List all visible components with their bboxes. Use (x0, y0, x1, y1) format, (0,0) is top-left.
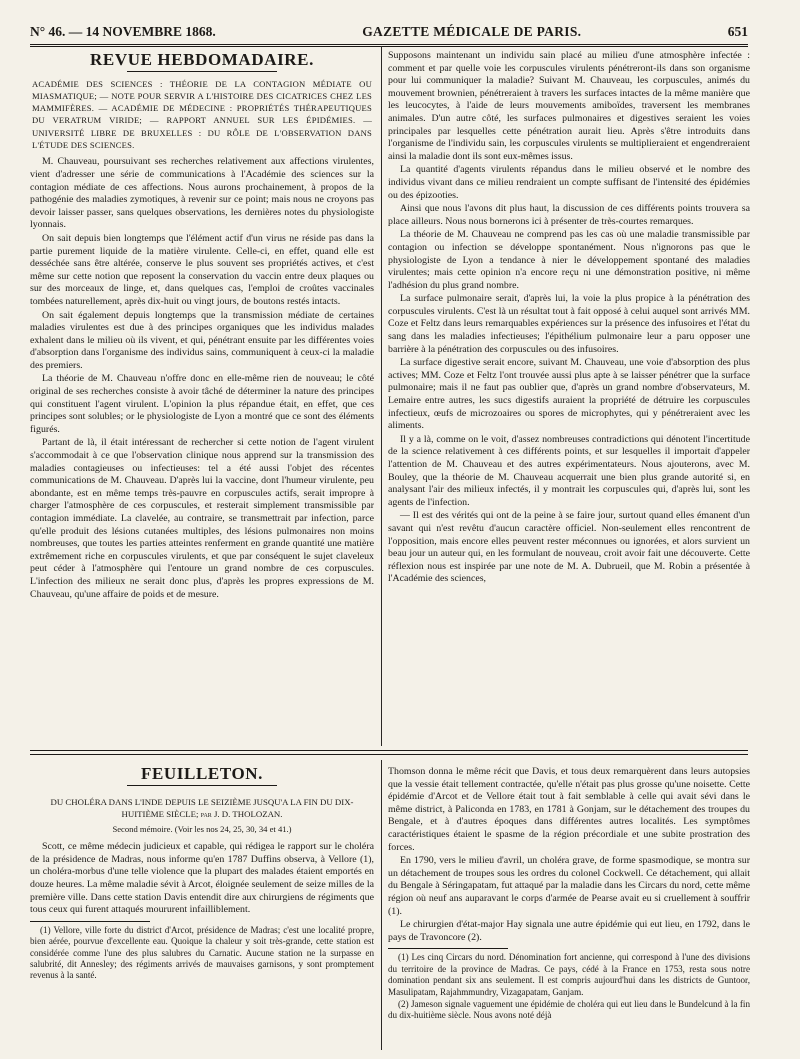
revue-paragraph: M. Chauveau, poursuivant ses recherches relativement aux affections virulentes, vient d'adresser une série de communications à l'Académie des sciences sur la contagion médiate de ces affections. Nous aurons prochainement, à propos de la pathogénie des maladies zymotiques, à revenir sur ce point; mais nous ne croyons pas devoir laisser passer, sans quelques observations, les dernières notes du physiologiste lyonnais. (30, 156, 374, 231)
issue-date: N° 46. — 14 NOVEMBRE 1868. (30, 24, 216, 39)
feuilleton-column-left (30, 764, 374, 1054)
feuilleton-column-right (388, 766, 750, 1056)
column-divider-bottom (381, 760, 382, 1050)
revue-paragraph: Ainsi que nous l'avons dit plus haut, la discussion de ces différents points trouvera sa place ailleurs. Nous nous bornerons ici à présenter de très-courtes remarques. (388, 203, 750, 227)
title-underline (127, 785, 277, 786)
revue-paragraph: La théorie de M. Chauveau ne comprend pas les cas où une maladie transmissible par contagion ou infection se développe spontanément. Nous n'ignorons pas que le physiologiste de Lyon a tendance à nier le développement spontané des maladies virulentes; mais cette opinion n'a encore reçu ni une démonstration positive, ni même l'adhésion du plus grand nombre. (388, 229, 750, 291)
revue-paragraph: La quantité d'agents virulents répandus dans le milieu observé et le nombre des individus vivant dans ce milieu rendraient un compte suffisant de l'intensité des épidémies ou des épizooties. (388, 164, 750, 201)
feuilleton-separator (30, 750, 748, 755)
footnote: (2) Jameson signale vaguement une épidémie de choléra qui eut lieu dans le Bundelcund à la fin du dix-huitième siècle. Nous avons noté déjà (388, 998, 750, 1021)
footnote: (1) Les cinq Circars du nord. Dénomination fort ancienne, qui correspond à l'une des divisions du territoire de la province de Madras. Ce pays, cédé à la France en 1753, resta sous notre domination pendant six ans seulement. Il est compris aujourd'hui dans les districts de Guntoor, Masulipatam, Rajahmmundry, Vizagapatam, Ganjam. (388, 952, 750, 997)
page-number: 651 (727, 24, 748, 39)
revue-paragraph: On sait depuis bien longtemps que l'élément actif d'un virus ne réside pas dans la partie purement liquide de la matière virulente. Celle-ci, en effet, quand elle est desséchée sans être altérée, conserve le plus souvent ses propriétés actives, et c'est même sur cette notion que reposent la conservation du vaccin entre deux plaques ou sur des morceaux de linge, et, dans quelques cas, l'emploi de croûtes vaccinales tombées naturellement, après dix-huit ou vingt jours, de boutons restés intacts. (30, 232, 374, 307)
footnotes-right (388, 952, 750, 1021)
revue-paragraph: La surface pulmonaire serait, d'après lui, la voie la plus propice à la pénétration des corpuscules virulents. C'est là un résultat tout à fait opposé à celui auquel sont arrivés MM. Coze et Feltz dans leurs remarquables expériences sur la présence des infusoires et l'état du sang dans les maladies infectieuses; l'épithélium pulmonaire leur a paru opposer une barrière à la pénétration des corpuscules ou des infusoires. (388, 293, 750, 355)
feuilleton-paragraph: Scott, ce même médecin judicieux et capable, qui rédigea le rapport sur le choléra de la présidence de Madras, nous informe qu'en 1787 Duffins observa, à Vellore (1), un choléra-morbus d'une telle violence que la plupart des malades étaient emportés en douze heures. La même maladie sévit à Arcot, éloignée seulement de seize milles de la première ville. Dans cette station Davis entendit dire aux chirurgiens de régiments que tous ceux qui furent attaqués moururent infailliblement. (30, 841, 374, 916)
revue-paragraph: Il y a là, comme on le voit, d'assez nombreuses contradictions qui dénotent l'incertitude de la science relativement à ces différents points, et sur lesquelles il importait d'appeler l'attention de M. Chauveau et des autres expérimentateurs. Nous ajouterons, avec M. Bouley, que la théorie de M. Chauveau acquerrait une bien plus grande autorité si, en analysant l'air des milieux infectés, il y montrait les corpuscules qui, d'après lui, sont les agents de l'infection. (388, 433, 750, 508)
revue-column-left (30, 50, 374, 742)
revue-paragraph: Partant de là, il était intéressant de rechercher si cette notion de l'agent virulent s'accommodait à ce que l'observation clinique nous apprend sur la transmission des maladies contagieuses ou infectieuses: tel a été aussi l'objet des récentes communications de M. Chauveau. D'après lui la vaccine, dont l'humeur virulente, peu abondante, est en même temps très-pauvre en corpuscules actifs, serait impropre à charger l'atmosphère de ces corpuscules, et resterait simplement transmissible par contagion immédiate. La clavelée, au contraire, se transmettrait par infection, parce qu'elle produit des lésions cutanées multiples, des lésions pulmonaires non moins nombreuses, que toutes les parties atteintes renferment en grande quantité une matière extrêmement riche en corpuscules virulents, et que par conséquent le sujet claveleux peut céder à l'atmosphère qui l'entoure un grand nombre de ces corpuscules. L'infection des milieux ne serait donc plus, d'après les propres expressions de M. Chauveau, qu'une affaire de poids et de mesure. (30, 437, 374, 600)
footnote: (1) Vellore, ville forte du district d'Arcot, présidence de Madras; c'est une localité propre, bien aérée, pourvue d'excellente eau. Quoique la chaleur y soit très-grande, cette station est considérée comme l'une des plus salubres du Carnatic. Aucune station ne la surpasse en salubrité, dit Annesley; des régiments arrivés de mauvaises garnisons, y sont promptement revenus à la santé. (30, 924, 374, 981)
page-header (30, 14, 748, 47)
article-title: DU CHOLÉRA DANS L'INDE DEPUIS LE SEIZIÈME JUSQU'A LA FIN DU DIX-HUITIÈME SIÈCLE; par J. D. THOLOZAN. (50, 796, 354, 819)
feuilleton-paragraph: Thomson donna le même récit que Davis, et tous deux remarquèrent dans leurs autopsies que la vessie était tellement contractée, qu'elle n'était pas plus grosse qu'une noisette. Cette épidémie d'Arcot et de Vellore était tout à fait semblable à celle qui avait sévi dans le même district, à Paliconda en 1783, en 1781 à Gonjam, sur le détachement des troupes du Bengale, et à d'autres époques dans différentes autres localités. Les symptômes caractéristiques étaient le spasme de la région précordiale et une subite prostration des forces. (388, 766, 750, 853)
journal-title: GAZETTE MÉDICALE DE PARIS. (362, 24, 582, 39)
revue-summary: ACADÉMIE DES SCIENCES : THÉORIE DE LA CONTAGION MÉDIATE OU MIASMATIQUE; — NOTE POUR SERVIR A L'HISTOIRE DES CICATRICES CHEZ LES MAMMIFÈRES. — ACADÉMIE DE MÉDECINE : PROPRIÉTÉS THÉRAPEUTIQUES DU VERATRUM VIRIDE; — RAPPORT ANNUEL SUR LES ÉPIDÉMIES. — UNIVERSITÉ LIBRE DE BRUXELLES : DU RÔLE DE L'OBSERVATION DANS L'ÉTUDE DES SCIENCES. (32, 78, 372, 151)
revue-paragraph: On sait également depuis longtemps que la transmission médiate de certaines maladies virulentes est due à des principes organiques que les individus malades exhalent dans le milieu où ils vivent, et qui, pénétrant ensuite par les différentes voies d'absorption dans l'organisme des individus sains, communiquent à ceux-ci la maladie des premiers. (30, 309, 374, 371)
footnote-rule (30, 921, 150, 922)
revue-paragraph: Supposons maintenant un individu sain placé au milieu d'une atmosphère infectée : comment et par quelle voie les corpuscules virulents pénétreront-ils dans son organisme pour lui communiquer la maladie? Suivant M. Chauveau, les corpuscules, animés du mouvement brownien, pénétreraient à travers les surfaces intactes de la même manière que les leucocytes, à l'aide de leurs mouvements amiboïdes, traversent les membranes animales. D'un autre côté, les surfaces pulmonaires et digestives seraient les voies principales par lesquelles cette pénétration aurait lieu. Après s'être introduits dans l'organisme de l'individu sain, les corpuscules virulents se multiplieraient et engendreraient ainsi la maladie dont ils sont eux-mêmes issus. (388, 50, 750, 162)
feuilleton-paragraph: En 1790, vers le milieu d'avril, un choléra grave, de forme spasmodique, se montra sur un détachement de troupes sous les ordres du colonel Cockwell. Ce détachement, qui allait du Bengale à Séringapatam, fut attaqué par la maladie dans les Circars du nord, cette même région où neuf ans auparavant le corps d'armée de Pearse avait eu si cruellement à souffrir (1). (388, 855, 750, 917)
memoir-note: Second mémoire. (Voir les nos 24, 25, 30, 34 et 41.) (112, 823, 292, 834)
revue-column-right (388, 50, 750, 742)
title-underline (127, 71, 277, 72)
revue-paragraph: La surface digestive serait encore, suivant M. Chauveau, une voie d'absorption des plus actives; MM. Coze et Feltz l'ont trouvée aussi plus apte à se laisser pénétrer que la surface pulmonaire; mais il ne faut pas oublier que, d'après un grand nombre d'observateurs, M. Lemaire entre autres, les sucs digestifs auraient la propriété de détruire les corpuscules infectieux, œufs de microzoaires ou spores de microphytes, qui y pénétreraient avec les aliments. (388, 357, 750, 432)
footnotes-left (30, 925, 374, 982)
feuilleton-title: FEUILLETON. (140, 764, 263, 783)
feuilleton-paragraph: Le chirurgien d'état-major Hay signala une autre épidémie qui eut lieu, en 1792, dans le pays de Travoncore (2). (388, 919, 750, 943)
column-divider-top (381, 46, 382, 746)
revue-title: REVUE HEBDOMADAIRE. (90, 50, 314, 69)
revue-paragraph: — Il est des vérités qui ont de la peine à se faire jour, surtout quand elles émanent d'un savant qui n'est revêtu d'aucun caractère officiel. Non-seulement elles rencontrent de l'opposition, mais encore elles peuvent rester méconnues ou ignorées, et alors survient un beau jour un auteur qui, en les formulant de nouveau, croit avoir fait une découverte. Cette réflexion nous est inspirée par une note de M. A. Dubrueil, que M. Robin a présentée à l'Académie des sciences, (388, 510, 750, 585)
revue-paragraph: La théorie de M. Chauveau n'offre donc en elle-même rien de nouveau; le côté original de ses recherches consiste à avoir tâché de déterminer la nature des principes qui constituent l'agent virulent. L'opinion la plus répandue était, en effet, que ces principes sont solubles; or le physiologiste de Lyon a montré que ce sont des éléments figurés. (30, 373, 374, 435)
footnote-rule (388, 948, 508, 949)
